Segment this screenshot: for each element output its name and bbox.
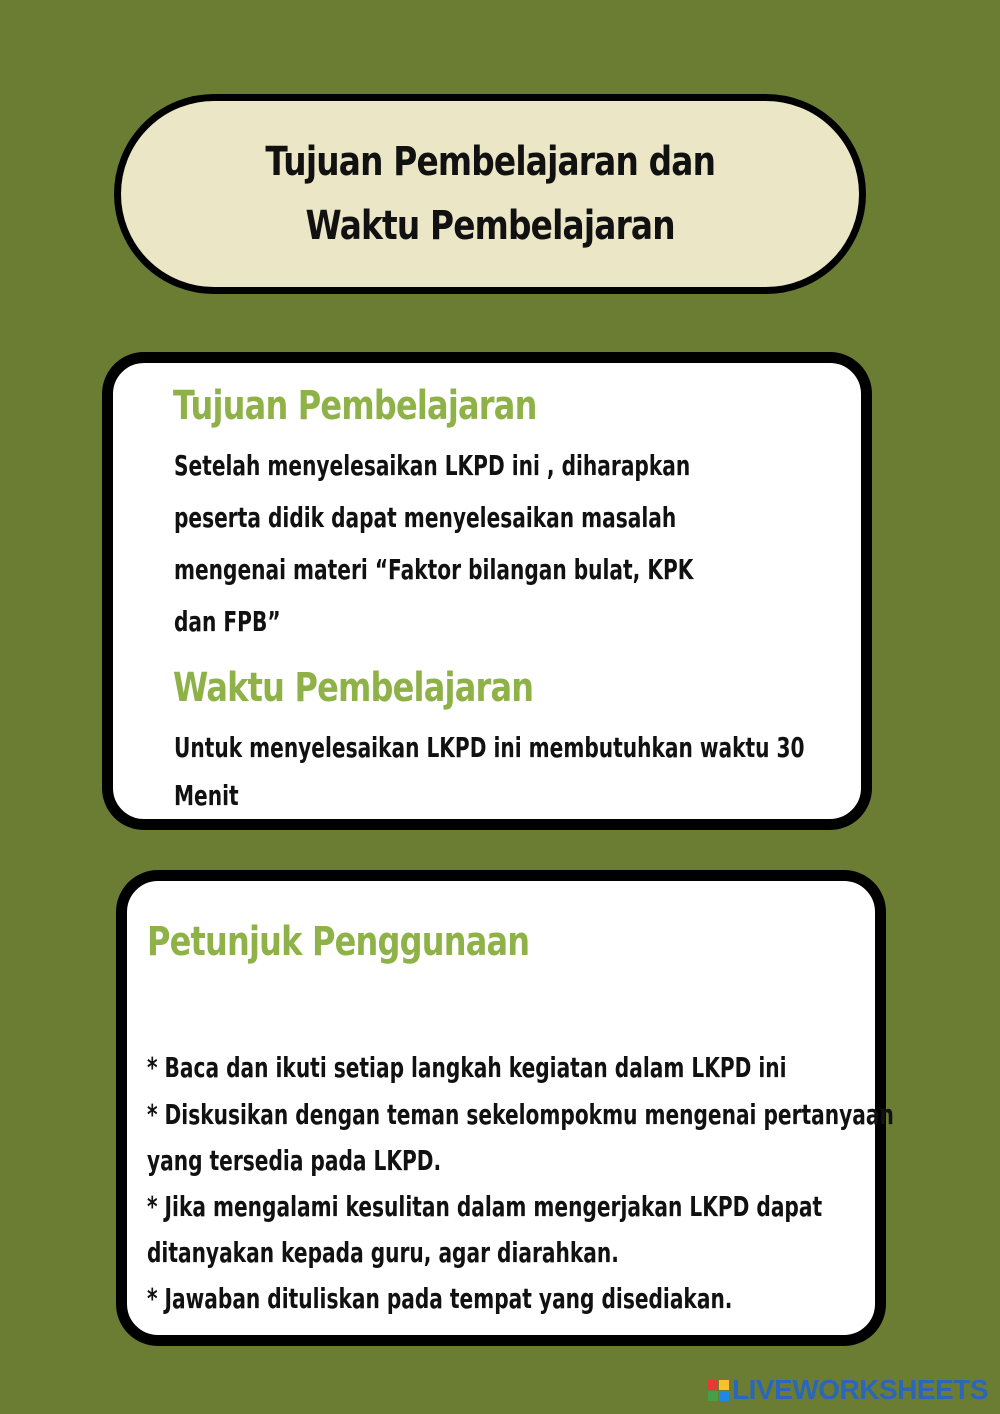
objectives-text-line: Setelah menyelesaikan LKPD ini , diharapkan [174,449,691,482]
instruction-line: * Baca dan ikuti setiap langkah kegiatan dalam LKPD ini [147,1051,787,1084]
instruction-line: yang tersedia pada LKPD. [147,1144,442,1177]
instructions-heading: Petunjuk Penggunaan [147,919,530,965]
liveworksheets-logo-icon [708,1380,729,1401]
liveworksheets-brand-text: LIVEWORKSHEETS [732,1374,988,1405]
liveworksheets-watermark[interactable] [708,1374,988,1406]
instruction-line: ditanyakan kepada guru, agar diarahkan. [147,1236,619,1269]
time-text-line: Menit [174,779,239,812]
objectives-text-line: mengenai materi “Faktor bilangan bulat, KPK [174,553,694,586]
instruction-line: * Jawaban dituliskan pada tempat yang disediakan. [147,1282,733,1315]
objectives-text-line: peserta didik dapat menyelesaikan masalah [174,501,677,534]
title-banner [114,94,866,294]
time-text-line: Untuk menyelesaikan LKPD ini membutuhkan waktu 30 [174,731,805,764]
objectives-heading: Tujuan Pembelajaran [173,383,537,429]
objectives-text-line: dan FPB” [174,605,281,638]
page-title-line-2: Waktu Pembelajaran [305,203,675,249]
instruction-line: * Jika mengalami kesulitan dalam mengerjakan LKPD dapat [147,1190,823,1223]
usage-instructions-card [116,870,894,1346]
instruction-line: * Diskusikan dengan teman sekelompokmu mengenai pertanyaan [147,1098,894,1131]
learning-objectives-card [102,352,872,830]
page-title-line-1: Tujuan Pembelajaran dan [265,139,715,185]
time-heading: Waktu Pembelajaran [173,665,534,711]
